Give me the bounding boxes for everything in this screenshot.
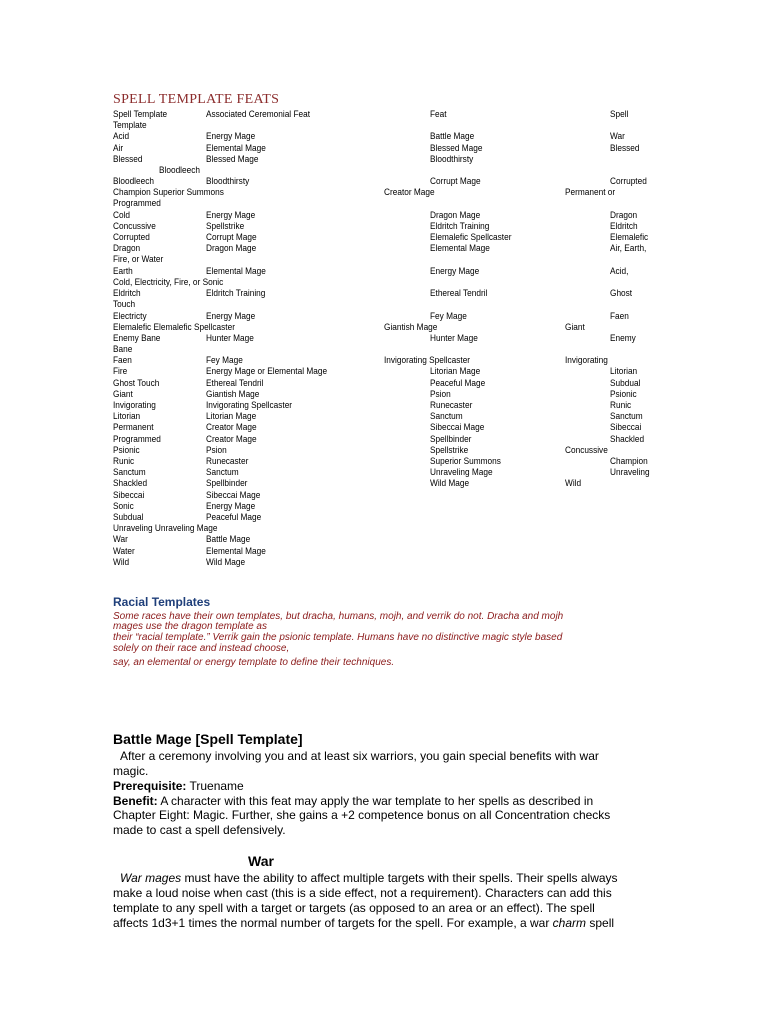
table-cell: Eldritch Training (430, 221, 490, 231)
table-cell: Ethereal Tendril (430, 288, 488, 298)
table-cell: Giantish Mage (384, 322, 438, 332)
battle-mage-intro: After a ceremony involving you and at least six warriors, you gain special benefits with war (120, 749, 599, 763)
table-cell: Unraveling Mage (430, 467, 493, 477)
table-cell: Water (113, 546, 135, 556)
table-cell: Shackled (113, 478, 148, 488)
table-cell: Wild (565, 478, 582, 488)
table-cell: Giant (565, 322, 585, 332)
battle-mage-heading: Battle Mage [Spell Template] (113, 731, 303, 747)
table-cell: Runecaster (206, 456, 249, 466)
table-cell: Energy Mage (206, 501, 256, 511)
racial-text-line: mages use the dragon template as (113, 621, 267, 632)
table-cell: Invigorating Spellcaster (384, 355, 471, 365)
table-cell: Fey Mage (206, 355, 243, 365)
table-cell: Runecaster (430, 400, 473, 410)
table-cell: Spellbinder (206, 478, 248, 488)
table-cell: Giantish Mage (206, 389, 260, 399)
table-cell: Wild Mage (206, 557, 246, 567)
table-cell: Corrupted (113, 232, 150, 242)
table-cell: Faen (610, 311, 629, 321)
table-cell: Elemental Mage (206, 266, 266, 276)
table-cell: Litorian Mage (206, 411, 257, 421)
charm-term: charm (552, 916, 587, 930)
table-cell: Creator Mage (206, 434, 257, 444)
table-cell: Wild (113, 557, 130, 567)
table-cell: Invigorating (565, 355, 608, 365)
table-cell: Energy Mage (430, 266, 480, 276)
table-cell: Blessed (113, 154, 143, 164)
war-text-line: template to any spell with a target or targets (as opposed to an area or an effect). The spell (113, 901, 595, 915)
table-cell: Programmed (113, 198, 161, 208)
table-cell: Energy Mage or Elemental Mage (206, 366, 328, 376)
racial-text-line: solely on their race and instead choose, (113, 643, 290, 654)
war-text: affects 1d3+1 times the normal number of targets for the spell. For example, a war (113, 916, 553, 930)
table-cell: Invigorating (113, 400, 156, 410)
table-cell: Blessed (610, 143, 640, 153)
table-cell: Creator Mage (206, 422, 257, 432)
table-cell: Fire (113, 366, 128, 376)
table-cell: Spellstrike (206, 221, 245, 231)
table-cell: Unraveling (610, 467, 650, 477)
prerequisite-value: Truename (186, 779, 244, 793)
battle-mage-intro: magic. (113, 764, 149, 778)
table-cell: Elemental Mage (430, 243, 490, 253)
table-cell: Subdual (610, 378, 641, 388)
table-cell: Elemalefic Spellcaster (430, 232, 512, 242)
table-cell: Cold (113, 210, 131, 220)
prerequisite-line (113, 779, 244, 794)
table-cell: Touch (113, 299, 136, 309)
table-cell: Sanctum (206, 467, 239, 477)
table-cell: Creator Mage (384, 187, 435, 197)
table-cell: Sanctum (430, 411, 463, 421)
table-cell: Litorian Mage (430, 366, 481, 376)
benefit-label: Benefit: (113, 794, 158, 808)
benefit-line (113, 794, 593, 809)
table-cell: Dragon (610, 210, 638, 220)
table-cell: Associated Ceremonial Feat (206, 109, 311, 119)
table-cell: Fire, or Water (113, 254, 164, 264)
table-cell: Programmed (113, 434, 161, 444)
table-cell: Acid (113, 131, 130, 141)
table-cell: Psionic (113, 445, 140, 455)
table-cell: Air, Earth, (610, 243, 647, 253)
table-cell: Cold, Electricity, Fire, or Sonic (113, 277, 224, 287)
table-cell: Template (113, 120, 147, 130)
table-cell: Battle Mage (430, 131, 475, 141)
table-cell: Feat (430, 109, 447, 119)
table-cell: Faen (113, 355, 132, 365)
table-cell: Unraveling Unraveling Mage (113, 523, 218, 533)
table-cell: Champion (610, 456, 648, 466)
table-cell: Ethereal Tendril (206, 378, 264, 388)
table-cell: Air (113, 143, 124, 153)
table-cell: Eldritch (113, 288, 141, 298)
racial-text-line: their “racial template.” Verrik gain the psionic template. Humans have no distinctive magic style based (113, 632, 563, 643)
war-text-line (120, 871, 618, 886)
war-text-line: make a loud noise when cast (this is a side effect, not a requirement). Characters can add this (113, 886, 612, 900)
table-cell: Psion (430, 389, 451, 399)
war-text-line (113, 916, 614, 931)
table-cell: Dragon (113, 243, 141, 253)
table-cell: Blessed Mage (430, 143, 483, 153)
table-cell: Dragon Mage (206, 243, 257, 253)
war-heading: War (248, 853, 274, 869)
table-cell: Elemalefic (610, 232, 649, 242)
table-cell: Bloodthirsty (430, 154, 474, 164)
table-cell: Sibeccai (113, 490, 145, 500)
table-cell: Sanctum (113, 467, 146, 477)
table-cell: Fey Mage (430, 311, 467, 321)
table-cell: Hunter Mage (206, 333, 254, 343)
table-cell: Ghost (610, 288, 633, 298)
table-cell: Champion Superior Summons (113, 187, 224, 197)
table-cell: Blessed Mage (206, 154, 259, 164)
table-cell: Concussive (565, 445, 608, 455)
table-cell: Spellstrike (430, 445, 469, 455)
table-cell: Concussive (113, 221, 156, 231)
table-cell: Bloodleech (159, 165, 200, 175)
table-cell: Electricty (113, 311, 147, 321)
benefit-text: made to cast a spell defensively. (113, 823, 286, 837)
table-cell: Permanent (113, 422, 154, 432)
racial-text-line: Some races have their own templates, but dracha, humans, mojh, and verrik do not. Dracha and mojh (113, 611, 564, 622)
table-cell: Spellbinder (430, 434, 472, 444)
table-cell: Elemental Mage (206, 546, 266, 556)
table-cell: Sibeccai (610, 422, 642, 432)
table-cell: Peaceful Mage (206, 512, 262, 522)
table-cell: Energy Mage (206, 210, 256, 220)
table-cell: Elemalefic Elemalefic Spellcaster (113, 322, 235, 332)
table-cell: Corrupt Mage (430, 176, 481, 186)
table-cell: Runic (113, 456, 135, 466)
table-cell: Wild Mage (430, 478, 470, 488)
table-cell: Hunter Mage (430, 333, 478, 343)
table-cell: Bane (113, 344, 133, 354)
prerequisite-label: Prerequisite: (113, 779, 187, 793)
table-cell: Eldritch (610, 221, 638, 231)
table-cell: Psion (206, 445, 227, 455)
table-cell: Dragon Mage (430, 210, 481, 220)
table-cell: Superior Summons (430, 456, 501, 466)
table-cell: Shackled (610, 434, 645, 444)
table-cell: Battle Mage (206, 534, 251, 544)
table-cell: Spell Template (113, 109, 168, 119)
benefit-text: A character with this feat may apply the war template to her spells as described in (157, 794, 594, 808)
table-cell: War (113, 534, 128, 544)
table-cell: Permanent or (565, 187, 616, 197)
table-cell: Litorian (610, 366, 638, 376)
table-cell: Energy Mage (206, 131, 256, 141)
racial-text-line: say, an elemental or energy template to define their techniques. (113, 657, 395, 668)
table-cell: Acid, (610, 266, 629, 276)
table-cell: Runic (610, 400, 632, 410)
benefit-text: Chapter Eight: Magic. Further, she gains a +2 competence bonus on all Concentration checks (113, 808, 611, 822)
table-cell: Corrupted (610, 176, 647, 186)
table-cell: Invigorating Spellcaster (206, 400, 293, 410)
table-cell: Energy Mage (206, 311, 256, 321)
war-mages-term: War mages (120, 871, 182, 885)
table-cell: Subdual (113, 512, 144, 522)
table-cell: Psionic (610, 389, 637, 399)
table-cell: Sibeccai Mage (430, 422, 485, 432)
table-cell: Bloodthirsty (206, 176, 250, 186)
war-text: spell (586, 916, 615, 930)
table-cell: Litorian (113, 411, 141, 421)
table-cell: Eldritch Training (206, 288, 266, 298)
table-cell: Sanctum (610, 411, 643, 421)
table-cell: Spell (610, 109, 629, 119)
table-cell: Corrupt Mage (206, 232, 257, 242)
table-cell: Sonic (113, 501, 134, 511)
table-cell: Ghost Touch (113, 378, 160, 388)
table-cell: Bloodleech (113, 176, 154, 186)
table-cell: Enemy Bane (113, 333, 161, 343)
table-cell: Enemy (610, 333, 636, 343)
racial-templates-heading: Racial Templates (113, 595, 211, 609)
table-cell: Earth (113, 266, 133, 276)
table-cell: Elemental Mage (206, 143, 266, 153)
table-cell: Giant (113, 389, 133, 399)
page-title: SPELL TEMPLATE FEATS (113, 92, 280, 107)
table-cell: Sibeccai Mage (206, 490, 261, 500)
table-cell: Peaceful Mage (430, 378, 486, 388)
war-text: must have the ability to affect multiple targets with their spells. Their spells always (181, 871, 618, 885)
table-cell: War (610, 131, 625, 141)
